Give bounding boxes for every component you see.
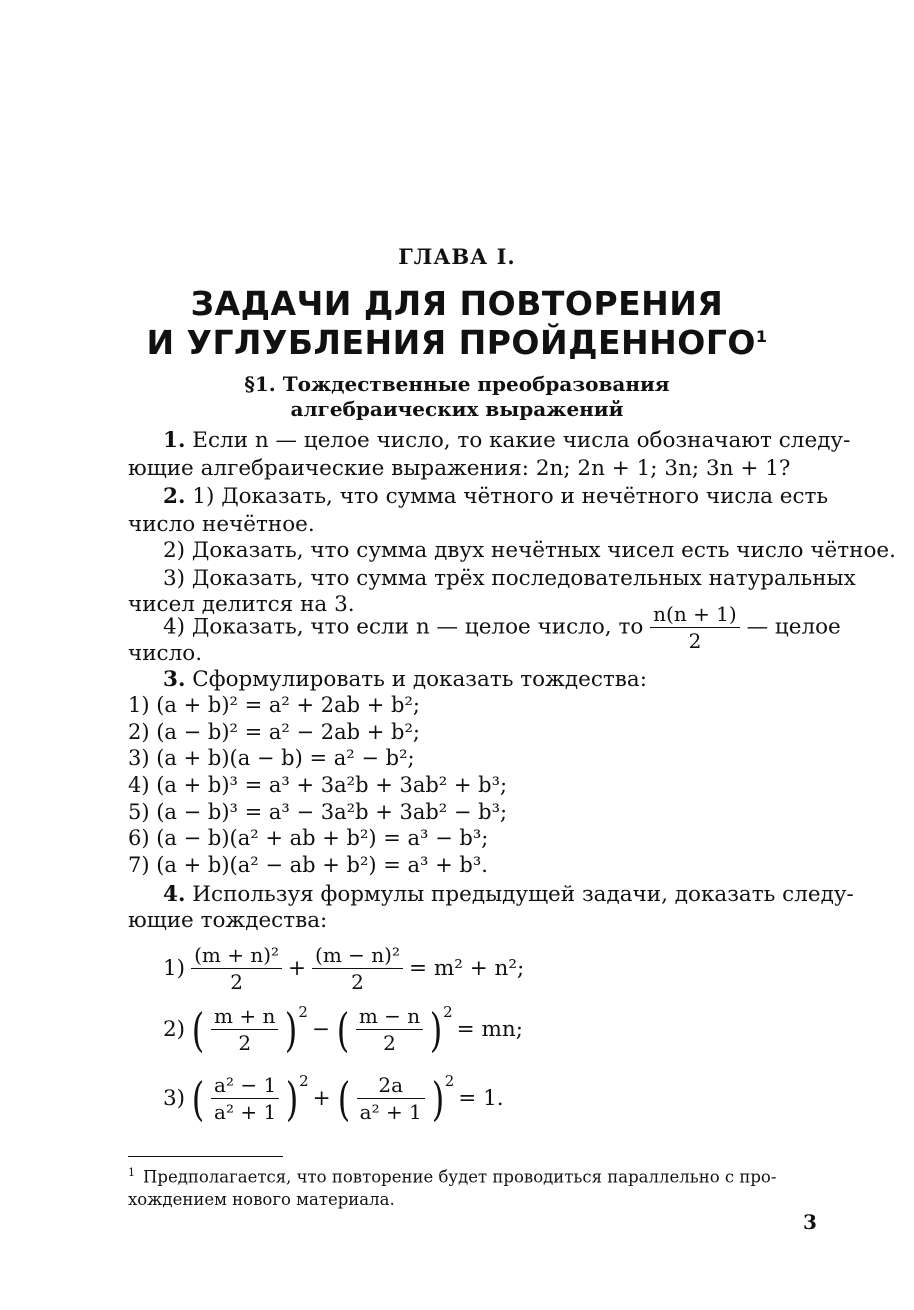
problem-2-2: 2) Доказать, что сумма двух нечётных чисел есть число чётное. bbox=[163, 538, 896, 563]
fraction-denominator: 2 bbox=[230, 970, 243, 994]
problem-1-line-2: ющие алгебраические выражения: 2n; 2n + 1; 3n; 3n + 1? bbox=[128, 456, 791, 481]
fraction-1 bbox=[191, 942, 282, 995]
footnote-text: Предполагается, что повторение будет проводиться параллельно с про- bbox=[143, 1167, 777, 1187]
right-paren: ) bbox=[285, 1071, 299, 1126]
fraction-1 bbox=[211, 1072, 279, 1125]
identity-4-3 bbox=[163, 1072, 504, 1125]
fraction-numerator: a² − 1 bbox=[214, 1073, 277, 1097]
fraction-denominator: a² + 1 bbox=[214, 1100, 277, 1124]
chapter-heading: ГЛАВА I. bbox=[398, 244, 516, 269]
fraction-denominator: 2 bbox=[351, 970, 364, 994]
chapter-title-text: И УГЛУБЛЕНИЯ ПРОЙДЕННОГО bbox=[146, 323, 756, 362]
right-hand-side: = mn; bbox=[456, 1017, 523, 1042]
item-label: 2) bbox=[163, 1017, 186, 1042]
footnote-line-1 bbox=[128, 1166, 776, 1187]
fraction-numerator: m + n bbox=[214, 1004, 276, 1028]
left-paren: ( bbox=[191, 1002, 205, 1057]
problem-2-1-text: 1) Доказать, что сумма чётного и нечётного числа есть bbox=[192, 484, 829, 509]
fraction-denominator: a² + 1 bbox=[359, 1100, 422, 1124]
identity-3: 3) (a + b)(a − b) = a² − b²; bbox=[128, 746, 415, 770]
identity-1: 1) (a + b)² = a² + 2ab + b²; bbox=[128, 693, 420, 717]
fraction-2 bbox=[357, 1072, 425, 1125]
exponent: 2 bbox=[443, 1003, 453, 1021]
identity-4-2 bbox=[163, 1003, 523, 1056]
fraction-denominator: 2 bbox=[238, 1031, 252, 1055]
right-paren: ) bbox=[431, 1071, 445, 1126]
footnote-line-2: хождением нового материала. bbox=[128, 1190, 395, 1209]
identity-4-1 bbox=[163, 942, 524, 995]
problem-3-line bbox=[163, 667, 647, 692]
left-paren: ( bbox=[191, 1071, 205, 1126]
problem-2-4-text-end: — целое bbox=[746, 614, 841, 640]
problem-2-1-line-2: число нечётное. bbox=[128, 512, 315, 537]
exponent: 2 bbox=[299, 1072, 309, 1090]
identity-2: 2) (a − b)² = a² − 2ab + b²; bbox=[128, 720, 420, 744]
left-paren: ( bbox=[337, 1071, 350, 1126]
identity-4: 4) (a + b)³ = a³ + 3a²b + 3ab² + b³; bbox=[128, 773, 508, 797]
problem-2-line-1 bbox=[163, 484, 828, 509]
right-hand-side: = 1. bbox=[458, 1086, 504, 1111]
problem-4-line-2: ющие тождества: bbox=[128, 908, 328, 933]
left-paren: ( bbox=[336, 1002, 350, 1057]
identity-5: 5) (a − b)³ = a³ − 3a²b + 3ab² − b³; bbox=[128, 800, 508, 824]
identity-7: 7) (a + b)(a² − ab + b²) = a³ + b³. bbox=[128, 853, 488, 877]
problem-2-4-line-1 bbox=[163, 601, 841, 654]
problem-3-text: Сформулировать и доказать тождества: bbox=[192, 667, 647, 692]
section-heading-line-2: алгебраических выражений bbox=[290, 397, 624, 421]
item-label: 1) bbox=[163, 956, 186, 981]
fraction-denominator: 2 bbox=[383, 1031, 396, 1055]
fraction-2 bbox=[312, 942, 403, 995]
problem-1-number: 1. bbox=[163, 428, 186, 453]
section-heading-line-1: §1. Тождественные преобразования bbox=[244, 372, 670, 396]
fraction-numerator: (m − n)² bbox=[315, 943, 400, 967]
problem-1-text: Если n — целое число, то какие числа обозначают следу- bbox=[192, 428, 851, 453]
chapter-title-line-2 bbox=[0, 323, 914, 362]
fraction-numerator: m − n bbox=[358, 1004, 421, 1028]
identity-6: 6) (a − b)(a² + ab + b²) = a³ − b³; bbox=[128, 826, 489, 850]
title-footnote-mark: 1 bbox=[755, 327, 768, 346]
fraction-numerator: 2a bbox=[378, 1073, 404, 1097]
problem-2-4-fraction bbox=[650, 601, 740, 654]
chapter-title-line-1: ЗАДАЧИ ДЛЯ ПОВТОРЕНИЯ bbox=[190, 284, 724, 323]
problem-4-line-1 bbox=[163, 882, 854, 907]
footnote-mark: 1 bbox=[128, 1166, 135, 1179]
fraction-1 bbox=[211, 1003, 278, 1056]
problem-2-3-line-1: 3) Доказать, что сумма трёх последовательных натуральных bbox=[163, 566, 856, 591]
problem-3-number: 3. bbox=[163, 667, 186, 692]
footnote-divider bbox=[128, 1156, 283, 1157]
operator: − bbox=[311, 1017, 330, 1042]
problem-2-number: 2. bbox=[163, 484, 186, 509]
fraction-denominator: 2 bbox=[688, 629, 702, 653]
problem-2-4-text: 4) Доказать, что если n — целое число, то bbox=[163, 614, 644, 640]
operator: + bbox=[312, 1086, 331, 1111]
fraction-2 bbox=[356, 1003, 423, 1056]
page-number: 3 bbox=[803, 1210, 817, 1234]
problem-2-3-line-2: чисел делится на 3. bbox=[128, 592, 355, 617]
operator: + bbox=[288, 956, 307, 981]
right-paren: ) bbox=[285, 1002, 298, 1057]
problem-4-number: 4. bbox=[163, 882, 186, 907]
exponent: 2 bbox=[298, 1003, 308, 1021]
fraction-numerator: n(n + 1) bbox=[653, 602, 737, 626]
exponent: 2 bbox=[444, 1072, 455, 1090]
problem-1-line-1 bbox=[163, 428, 850, 453]
right-hand-side: = m² + n²; bbox=[409, 956, 525, 981]
right-paren: ) bbox=[429, 1002, 443, 1057]
item-label: 3) bbox=[163, 1086, 186, 1111]
problem-4-text: Используя формулы предыдущей задачи, доказать следу- bbox=[192, 882, 854, 907]
problem-2-4-line-2: число. bbox=[128, 641, 203, 666]
fraction-numerator: (m + n)² bbox=[194, 943, 280, 967]
